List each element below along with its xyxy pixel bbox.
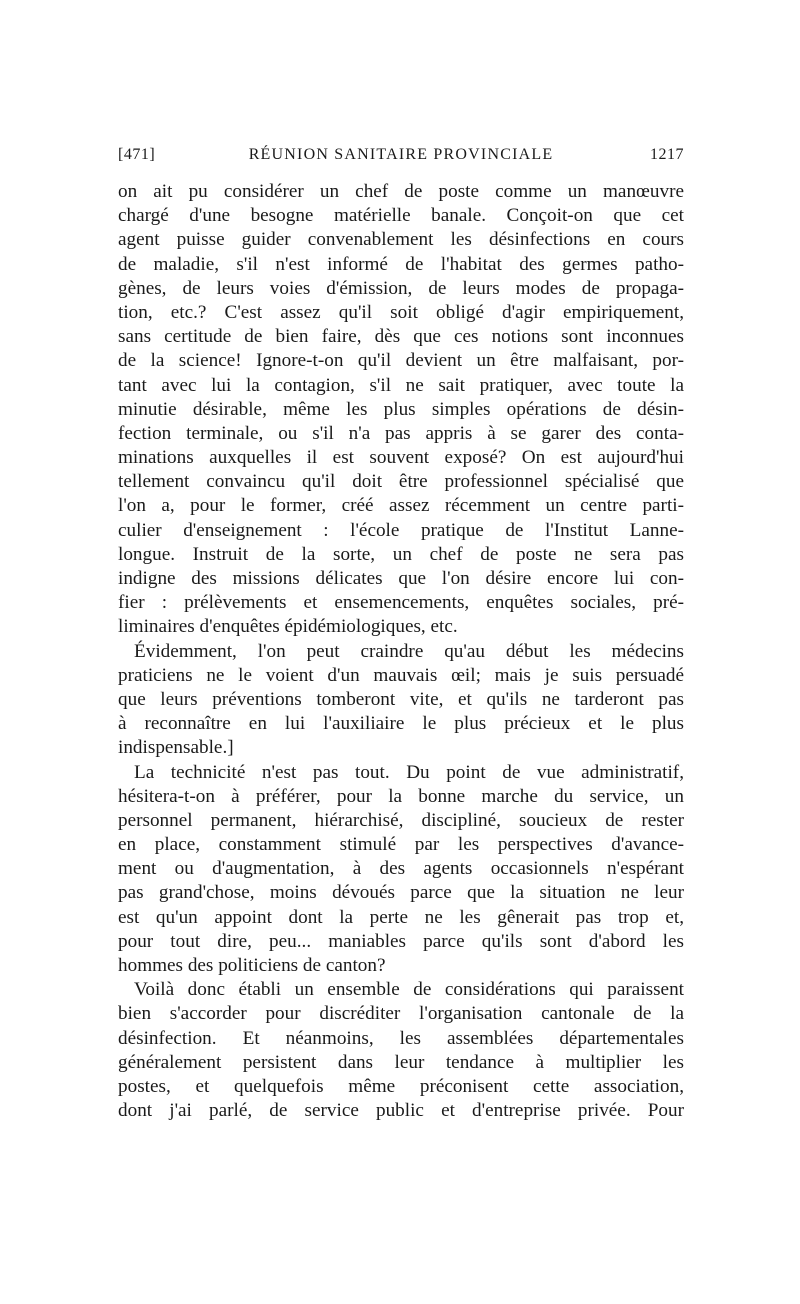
text-line: dont j'ai parlé, de service public et d'entreprise privée. Pour bbox=[118, 1100, 684, 1122]
text-line: l'on a, pour le former, créé assez récemment un centre parti- bbox=[118, 495, 684, 517]
text-line: sans certitude de bien faire, dès que ces notions sont inconnues bbox=[118, 326, 684, 348]
text-line: tellement convaincu qu'il doit être professionnel spécialisé que bbox=[118, 471, 684, 493]
text-line: ment ou d'augmentation, à des agents occasionnels n'espérant bbox=[118, 858, 684, 880]
text-line: on ait pu considérer un chef de poste comme un manœuvre bbox=[118, 181, 684, 202]
text-line: chargé d'une besogne matérielle banale. Conçoit-on que cet bbox=[118, 205, 684, 227]
text-line: en place, constamment stimulé par les perspectives d'avance- bbox=[118, 834, 684, 856]
text-line: longue. Instruit de la sorte, un chef de poste ne sera pas bbox=[118, 543, 684, 565]
text-line: est qu'un appoint dont la perte ne les gênerait pas trop et, bbox=[118, 906, 684, 928]
page-number: 1217 bbox=[650, 146, 684, 163]
text-line: indispensable.] bbox=[118, 737, 234, 759]
bracket-page-ref: [471] bbox=[118, 146, 156, 163]
text-line: indigne des missions délicates que l'on désire encore lui con- bbox=[118, 568, 684, 589]
running-title: RÉUNION SANITAIRE PROVINCIALE bbox=[248, 146, 554, 163]
text-line: agent puisse guider convenablement les désinfections en cours bbox=[118, 229, 684, 251]
text-line: liminaires d'enquêtes épidémiologiques, etc. bbox=[118, 616, 458, 638]
text-line: généralement persistent dans leur tendance à multiplier les bbox=[118, 1051, 684, 1073]
text-line: Évidemment, l'on peut craindre qu'au début les médecins bbox=[134, 640, 684, 662]
text-line: tant avec lui la contagion, s'il ne sait pratiquer, avec toute la bbox=[118, 374, 684, 396]
text-line: fection terminale, ou s'il n'a pas appris à se garer des conta- bbox=[118, 422, 684, 444]
text-line: de maladie, s'il n'est informé de l'habitat des germes patho- bbox=[118, 253, 684, 275]
text-line: que leurs préventions tomberont vite, et qu'ils ne tarderont pas bbox=[118, 688, 684, 710]
text-line: praticiens ne le voient d'un mauvais œil; mais je suis persuadé bbox=[118, 664, 684, 686]
text-line: minutie désirable, même les plus simples opérations de désin- bbox=[118, 398, 684, 420]
text-line: hésitera-t-on à préférer, pour la bonne marche du service, un bbox=[118, 785, 684, 807]
text-line: gènes, de leurs voies d'émission, de leurs modes de propaga- bbox=[118, 277, 684, 299]
text-line: de la science! Ignore-t-on qu'il devient un être malfaisant, por- bbox=[118, 350, 684, 372]
running-head bbox=[118, 146, 684, 170]
text-line: pas grand'chose, moins dévoués parce que la situation ne leur bbox=[118, 882, 684, 904]
text-line: hommes des politiciens de canton? bbox=[118, 955, 386, 976]
text-line: culier d'enseignement : l'école pratique de l'Institut Lanne- bbox=[118, 519, 684, 541]
body-text bbox=[118, 180, 684, 1123]
text-line: bien s'accorder pour discréditer l'organisation cantonale de la bbox=[118, 1003, 684, 1025]
text-line: pour tout dire, peu... maniables parce qu'ils sont d'abord les bbox=[118, 930, 684, 952]
text-line: fier : prélèvements et ensemencements, enquêtes sociales, pré- bbox=[118, 592, 684, 614]
text-line: Voilà donc établi un ensemble de considérations qui paraissent bbox=[134, 979, 684, 1001]
text-line: postes, et quelquefois même préconisent cette association, bbox=[118, 1075, 684, 1097]
text-line: La technicité n'est pas tout. Du point de vue administratif, bbox=[134, 761, 684, 783]
text-line: minations auxquelles il est souvent exposé? On est aujourd'hui bbox=[118, 447, 684, 469]
text-line: personnel permanent, hiérarchisé, discipliné, soucieux de rester bbox=[118, 809, 684, 831]
text-line: tion, etc.? C'est assez qu'il soit obligé d'agir empiriquement, bbox=[118, 301, 684, 323]
text-line: désinfection. Et néanmoins, les assemblées départementales bbox=[118, 1027, 684, 1049]
text-line: à reconnaître en lui l'auxiliaire le plus précieux et le plus bbox=[118, 713, 684, 735]
